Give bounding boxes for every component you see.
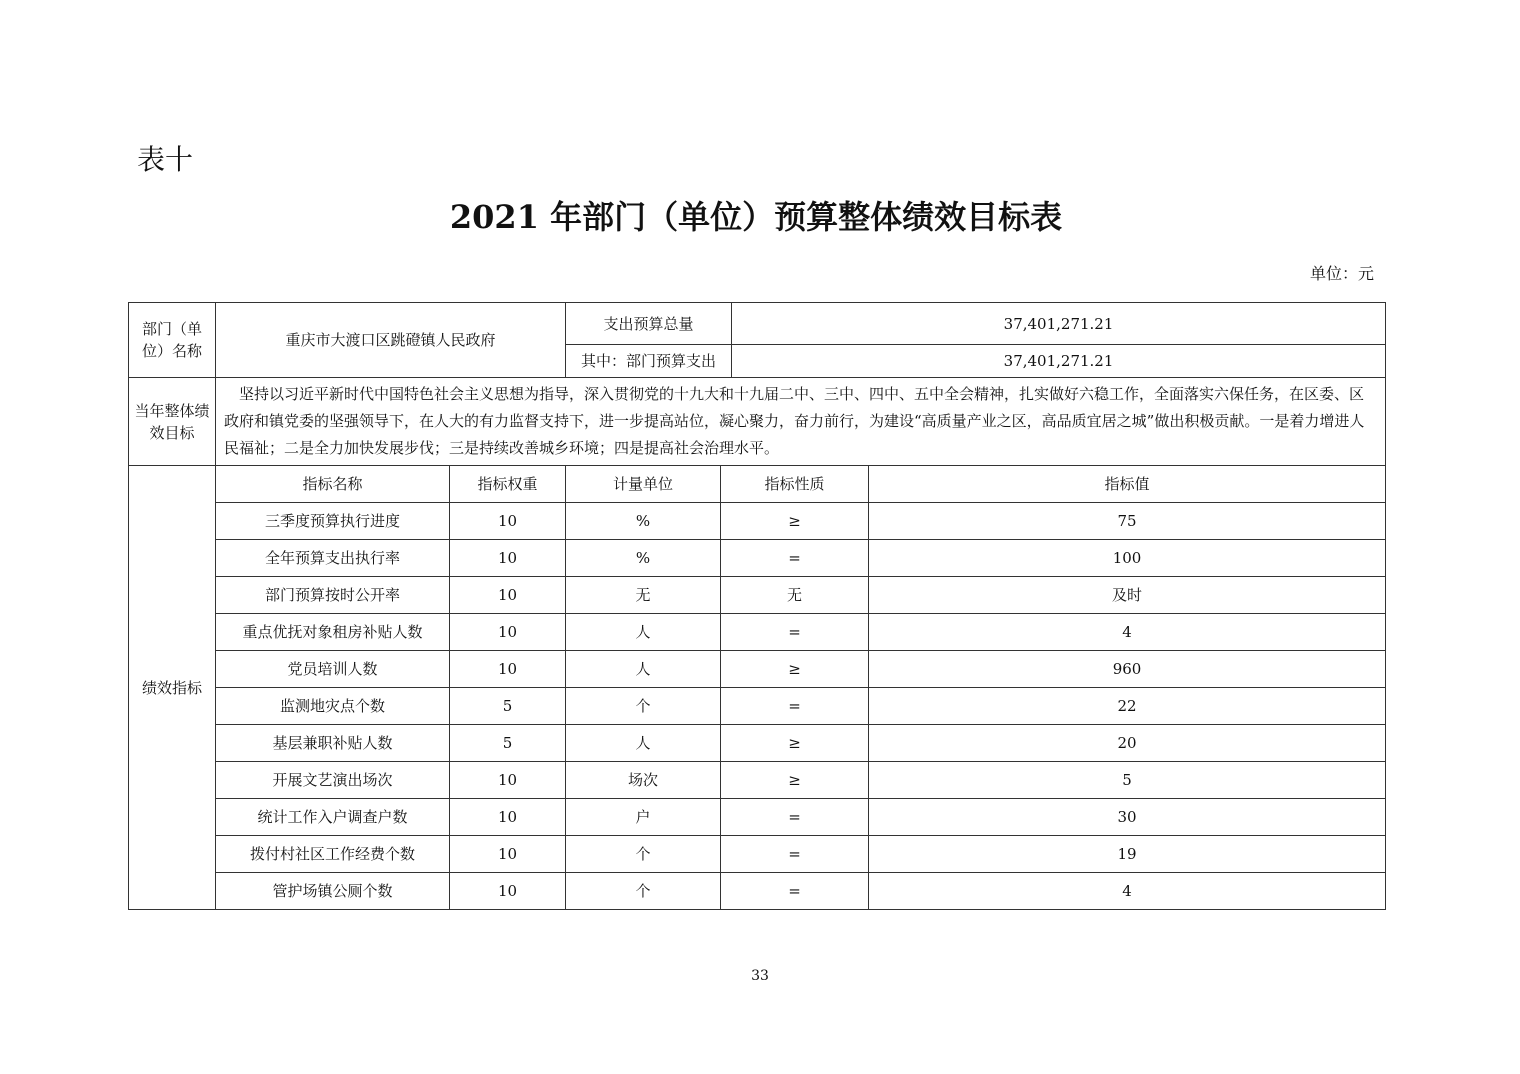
indicator-value: 30 — [869, 799, 1386, 836]
indicator-name: 开展文艺演出场次 — [216, 762, 450, 799]
indicator-value: 19 — [869, 836, 1386, 873]
indicator-name: 全年预算支出执行率 — [216, 540, 450, 577]
indicator-value: 75 — [869, 503, 1386, 540]
indicator-name: 基层兼职补贴人数 — [216, 725, 450, 762]
indicator-name: 三季度预算执行进度 — [216, 503, 450, 540]
indicator-value: 20 — [869, 725, 1386, 762]
header-indicator-name: 指标名称 — [216, 466, 450, 503]
table-row — [129, 577, 1386, 614]
header-indicator-weight: 指标权重 — [450, 466, 566, 503]
indicator-name: 统计工作入户调查户数 — [216, 799, 450, 836]
table-row — [129, 503, 1386, 540]
measure-unit: 人 — [566, 614, 721, 651]
indicator-weight: 10 — [450, 503, 566, 540]
indicator-nature: = — [721, 836, 869, 873]
indicator-nature: 无 — [721, 577, 869, 614]
indicator-nature: ≥ — [721, 651, 869, 688]
indicator-nature: = — [721, 799, 869, 836]
page-number: 33 — [751, 968, 769, 984]
indicator-value: 4 — [869, 873, 1386, 910]
unit-note: 单位：元 — [1309, 264, 1374, 283]
performance-target-table — [128, 302, 1386, 910]
header-indicator-nature: 指标性质 — [721, 466, 869, 503]
measure-unit: 个 — [566, 873, 721, 910]
dept-budget-label: 其中：部门预算支出 — [566, 345, 732, 378]
indicator-name: 拨付村社区工作经费个数 — [216, 836, 450, 873]
indicator-section-label: 绩效指标 — [129, 466, 216, 910]
indicator-weight: 10 — [450, 873, 566, 910]
header-measure-unit: 计量单位 — [566, 466, 721, 503]
table-label: 表十 — [137, 143, 194, 176]
indicator-name: 部门预算按时公开率 — [216, 577, 450, 614]
indicator-nature: = — [721, 540, 869, 577]
indicator-nature: ≥ — [721, 762, 869, 799]
table-row — [129, 836, 1386, 873]
dept-name-label: 部门（单位）名称 — [129, 303, 216, 378]
indicator-nature: = — [721, 873, 869, 910]
indicator-name: 党员培训人数 — [216, 651, 450, 688]
table-row — [129, 725, 1386, 762]
indicator-name: 监测地灾点个数 — [216, 688, 450, 725]
indicator-weight: 5 — [450, 688, 566, 725]
measure-unit: 户 — [566, 799, 721, 836]
measure-unit: 人 — [566, 651, 721, 688]
table-row — [129, 651, 1386, 688]
indicator-nature: = — [721, 614, 869, 651]
table-row — [129, 614, 1386, 651]
annual-goal-label: 当年整体绩效目标 — [129, 378, 216, 466]
indicator-value: 4 — [869, 614, 1386, 651]
measure-unit: 场次 — [566, 762, 721, 799]
indicator-weight: 10 — [450, 762, 566, 799]
table-row — [129, 873, 1386, 910]
indicator-value: 960 — [869, 651, 1386, 688]
dept-budget-value: 37,401,271.21 — [732, 345, 1386, 378]
annual-goal-text: 坚持以习近平新时代中国特色社会主义思想为指导，深入贯彻党的十九大和十九届二中、三中、四中、五中全会精神，扎实做好六稳工作，全面落实六保任务，在区委、区政府和镇党委的坚强领导下，在人大的有力监督支持下，进一步提高站位，凝心聚力，奋力前行，为建设“高质量产业之区，高品质宜居之城”做出积极贡献。一是着力增进人民福祉；二是全力加快发展步伐；三是持续改善城乡环境；四是提高社会治理水平。 — [216, 378, 1386, 466]
indicator-nature: = — [721, 688, 869, 725]
measure-unit: 人 — [566, 725, 721, 762]
indicator-weight: 5 — [450, 725, 566, 762]
indicator-weight: 10 — [450, 540, 566, 577]
indicator-value: 5 — [869, 762, 1386, 799]
measure-unit: % — [566, 503, 721, 540]
indicator-name: 管护场镇公厕个数 — [216, 873, 450, 910]
table-row — [129, 540, 1386, 577]
indicator-value: 22 — [869, 688, 1386, 725]
indicator-weight: 10 — [450, 651, 566, 688]
indicator-value: 100 — [869, 540, 1386, 577]
measure-unit: 无 — [566, 577, 721, 614]
table-row — [129, 799, 1386, 836]
measure-unit: 个 — [566, 836, 721, 873]
header-indicator-value: 指标值 — [869, 466, 1386, 503]
indicator-weight: 10 — [450, 614, 566, 651]
measure-unit: 个 — [566, 688, 721, 725]
total-budget-value: 37,401,271.21 — [732, 303, 1386, 345]
total-budget-label: 支出预算总量 — [566, 303, 732, 345]
indicator-name: 重点优抚对象租房补贴人数 — [216, 614, 450, 651]
indicator-nature: ≥ — [721, 503, 869, 540]
dept-name-value: 重庆市大渡口区跳磴镇人民政府 — [216, 303, 566, 378]
document-title: 2021 年部门（单位）预算整体绩效目标表 — [449, 198, 1063, 236]
indicator-weight: 10 — [450, 799, 566, 836]
indicator-nature: ≥ — [721, 725, 869, 762]
table-row — [129, 688, 1386, 725]
indicator-value: 及时 — [869, 577, 1386, 614]
table-row — [129, 762, 1386, 799]
measure-unit: % — [566, 540, 721, 577]
indicator-weight: 10 — [450, 577, 566, 614]
indicator-weight: 10 — [450, 836, 566, 873]
